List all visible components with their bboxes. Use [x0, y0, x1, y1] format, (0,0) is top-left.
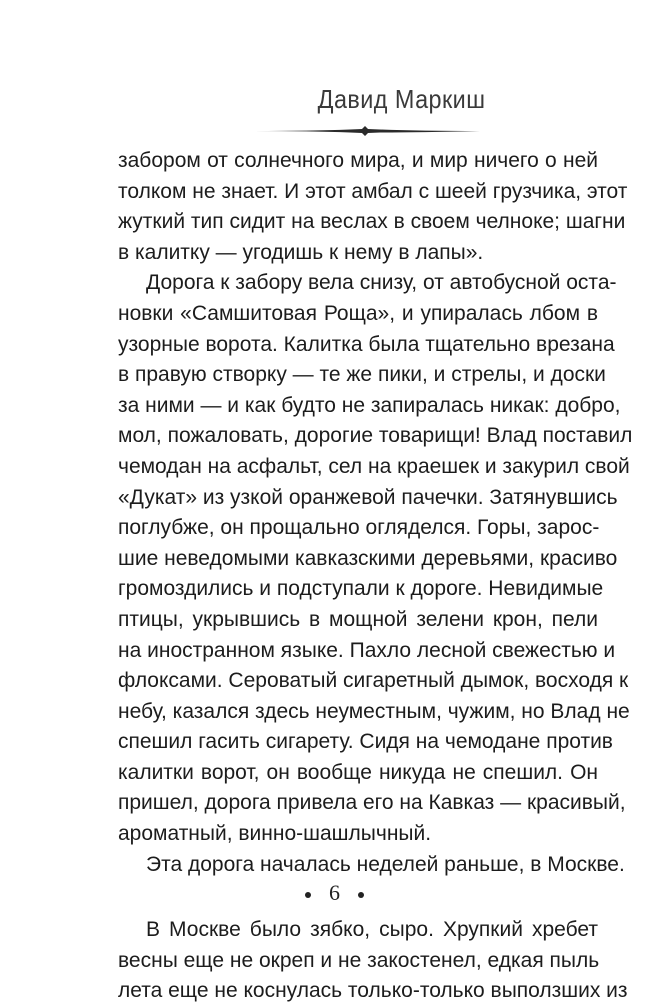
- text-line: калитки ворот, он вообще никуда не спешил. Он: [118, 760, 598, 784]
- paragraph-block-1: [118, 146, 633, 880]
- text-line: лета еще не коснулась только-только выползших из: [118, 979, 628, 1003]
- body-text: [118, 146, 633, 1007]
- text-line: на иностранном языке. Пахло лесной свежестью и: [118, 638, 616, 662]
- bullet-right-icon: [358, 892, 364, 898]
- text-line: в калитку — угодишь к нему в лапы».: [118, 240, 484, 264]
- text-line: шие неведомыми кавказскими деревьями, красиво: [118, 546, 618, 570]
- page-footer: [0, 880, 669, 906]
- text-line: поглубже, он прощально огляделся. Горы, зарос-: [118, 516, 600, 540]
- text-line: флоксами. Сероватый сигаретный дымок, восходя к: [118, 669, 629, 693]
- text-line: спешил гасить сигарету. Сидя на чемодане против: [118, 730, 613, 754]
- page-number: 6: [329, 880, 340, 905]
- text-line: В Москве было зябко, сыро. Хрупкий хребет: [146, 918, 598, 942]
- text-line: громоздились и подступали к дороге. Невидимые: [118, 577, 604, 601]
- text-line: чемодан на асфальт, сел на краешек и закурил свой: [118, 454, 630, 478]
- text-line: забором от солнечного мира, и мир ничего о ней: [118, 149, 598, 172]
- text-line: птицы, укрывшись в мощной зелени крон, пели: [118, 607, 598, 631]
- bullet-left-icon: [305, 892, 311, 898]
- text-line: пришел, дорога привела его на Кавказ — красивый,: [118, 791, 626, 815]
- text-line: толком не знает. И этот амбал с шеей грузчика, этот: [118, 179, 628, 203]
- text-line: за ними — и как будто не запиралась никак: добро,: [118, 393, 621, 417]
- text-line: новки «Самшитовая Роща», и упиралась лбом в: [118, 301, 598, 325]
- text-line: мол, пожаловать, дорогие товарищи! Влад поставил: [118, 424, 633, 448]
- text-line: узорные ворота. Калитка была тщательно врезана: [118, 332, 615, 356]
- text-line: «Дукат» из узкой оранжевой пачечки. Затянувшись: [118, 485, 618, 509]
- header-ornament: [250, 124, 480, 138]
- text-line: Дорога к забору вела снизу, от автобусной оста-: [146, 271, 617, 295]
- text-line: ароматный, винно-шашлычный.: [118, 822, 432, 846]
- text-line: весны еще не окреп и не закостенел, едкая пыль: [118, 948, 600, 972]
- text-line: Эта дорога началась неделей раньше, в Москве.: [146, 852, 625, 876]
- text-line: жуткий тип сидит на веслах в своем челноке; шагни: [118, 210, 626, 234]
- text-line: небу, казался здесь неуместным, чужим, но Влад не: [118, 699, 630, 723]
- paragraph-block-2: [118, 915, 628, 1007]
- text-line: в правую створку — те же пики, и стрелы, и доски: [118, 363, 606, 387]
- author-name: Давид Маркиш: [317, 84, 485, 114]
